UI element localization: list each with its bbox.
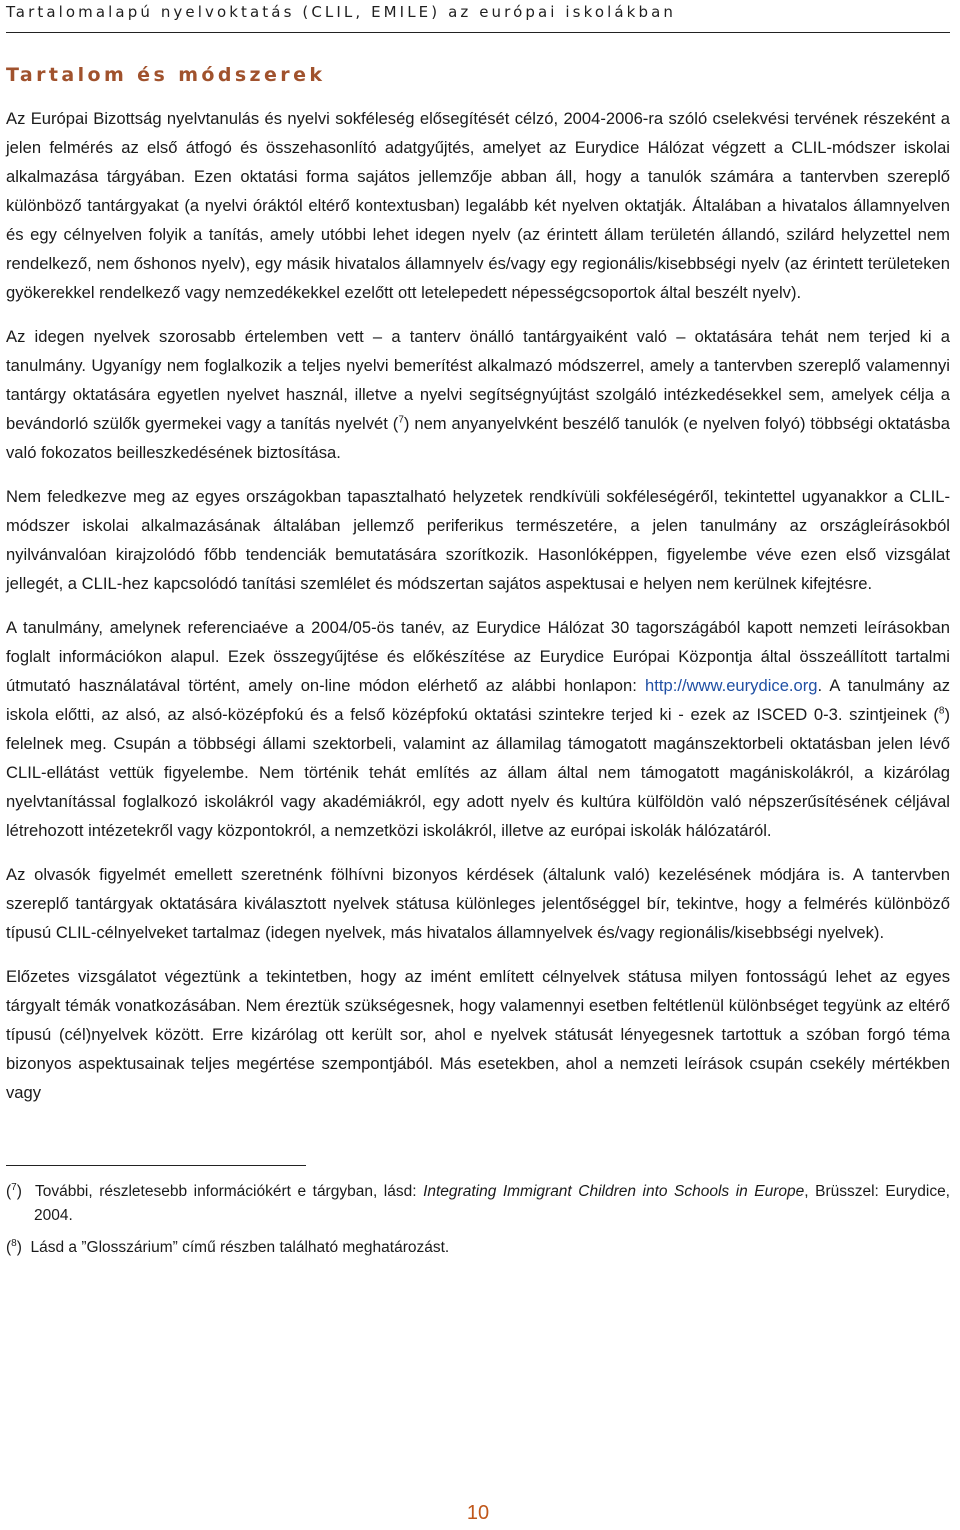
footnote-7-title: Integrating Immigrant Children into Schools in Europe (423, 1183, 805, 1200)
footnote-7-text-b: , Brüsszel: Eurydice, 2004. (34, 1183, 950, 1224)
footnote-ref-8[interactable]: 8 (938, 705, 945, 717)
footnote-7: ($^7$) További, részletesebb információkért e tárgyban, lásd: Integrating Immigrant Children into Schools in Europe, Brüsszel: Eurydice, 2004. (6, 1181, 950, 1224)
footnote-8: ($^8$) Lásd a ”Glosszárium” című részben található meghatározást. (6, 1237, 450, 1256)
paragraph-2-text-b: ) nem anyanyelvként beszélő tanulók (e nyelven folyó) többségi oktatásba való fokozatos beilleszkedésének biztosítása. (6, 414, 951, 462)
document-page (6, 0, 951, 1524)
paragraph-4-text-b: . A tanulmány az iskola előtti, az alsó, az alsó-középfokú és a felső középfokú oktatási szintekre terjed ki - ezek az ISCED 0-3. szintjeinek ( (6, 676, 951, 724)
paragraph-5: Az olvasók figyelmét emellett szeretnénk fölhívni bizonyos kérdések (általunk való) kezelésének módjára is. A tantervben szereplő tantárgyak oktatására kiválasztott nyelvek státusa különleges jelentőséggel bír, tekintve, hogy a felmérés különböző típusú CLIL-célnyelveket tartalmaz (idegen nyelvek, más hivatalos államnyelvek és/vagy regionális/kisebbségi nyelvek). (6, 865, 950, 942)
footnote-8-label: 8 (11, 1237, 17, 1249)
paragraph-4-text-a: A tanulmány, amelynek referenciaéve a 2004/05-ös tanév, az Eurydice Hálózat 30 tagországából kapott nemzeti leírásokban foglalt információkon alapul. Ezek összegyűjtése és előkészítése az Eurydice Európai Központja által összeállított tartalmi útmutató használatával történt, amely on-line módon elérhető az alábbi honlapon: (6, 618, 950, 695)
paragraph-1: Az Európai Bizottság nyelvtanulás és nyelvi sokféleség elősegítését célzó, 2004-2006-ra szóló cselekvési tervének részeként a jelen felmérés az első átfogó és összehasonlító adatgyűjtés, amelyet az Eurydice Hálózat végzett a CLIL-módszer iskolai alkalmazása tárgyában. Ezen oktatási forma sajátos jellemzője abban áll, hogy a tanulók számára a tantervben szereplő különböző tantárgyakat (a nyelvi óráktól eltérő kontextusban) legalább két nyelven oktatják. Általában a hivatalos államnyelven és egy célnyelven folyik a tanítás, amely utóbbi lehet idegen nyelv (az érintett állam területén állandó, szilárd helyzettel nem rendelkező, nem őshonos nyelv), egy másik hivatalos államnyelv és/vagy egy regionális/kisebbségi nyelv (az érintett területeken gyökerekkel rendelkező vagy nemzedékekkel ezelőtt ott letelepedett népességcsoportok által beszélt nyelv). (6, 109, 950, 302)
footnote-ref-7[interactable]: 7 (398, 414, 404, 426)
footnote-rule (6, 1165, 306, 1166)
running-header: Tartalomalapú nyelvoktatás (CLIL, EMILE) az európai iskolákban (6, 3, 676, 21)
page-number: 10 (466, 1502, 490, 1524)
paragraph-3: Nem feledkezve meg az egyes országokban tapasztalható helyzetek rendkívüli sokféleségéről, tekintettel ugyanakkor a CLIL-módszer iskolai alkalmazásának általában jellemző periferikus természetére, a jelen tanulmány az országleírásokból nyilvánvalóan kirajzolódó főbb tendenciák bemutatására szorítkozik. Hasonlóképpen, figyelembe véve ezen első vizsgálat jellegét, a CLIL-hez kapcsolódó tanítási szemlélet és módszertan sajátos aspektusai e helyen nem kerülnek kifejtésre. (6, 487, 950, 593)
paragraph-2-text-a: Az idegen nyelvek szorosabb értelemben vett – a tanterv önálló tantárgyaiként való – oktatására tehát nem terjed ki a tanulmány. Ugyanígy nem foglalkozik a teljes nyelvi bemerítést alkalmazó módszerrel, amely a tantervben szereplő valamennyi tantárgy oktatására egyetlen nyelvet használ, illetve a nyelvi segítségnyújtást szolgáló intézkedésekkel sem, amelyek célja a bevándorló szülők gyermekei vagy a tanítás nyelvét ( (6, 327, 950, 433)
header-rule (6, 32, 950, 33)
footnote-7-text-a: További, részletesebb információkért e tárgyban, lásd: (34, 1183, 424, 1200)
paragraph-4 (6, 613, 950, 845)
footnote-7-label: 7 (11, 1181, 17, 1193)
paragraph-4-text-c: ) felelnek meg. Csupán a többségi állami szektorbeli, valamint az államilag támogatott magánszektorbeli oktatásban jelen lévő CLIL-ellátást vettük figyelembe. Nem történik tehát említés az állam által nem támogatott magániskolákról, a kizárólag nyelvtanítással foglalkozó iskolákról vagy akadémiákról, egy adott nyelv és kultúra külföldön való népszerűsítésének céljával létrehozott intézetekről vagy központokról, a nemzetközi iskolákról, illetve az európai iskolák hálózatáról. (6, 705, 950, 840)
paragraph-2 (6, 322, 950, 467)
eurydice-link[interactable]: http://www.eurydice.org (645, 676, 818, 695)
footnote-8-text: Lásd a ”Glosszárium” című részben található meghatározást. (30, 1239, 450, 1256)
paragraph-6: Előzetes vizsgálatot végeztünk a tekintetben, hogy az imént említett célnyelvek státusa milyen fontosságú lehet az egyes tárgyalt témák vonatkozásában. Nem éreztük szükségesnek, hogy valamennyi esetben feltétlenül különbséget tegyünk az eltérő típusú (cél)nyelvek között. Erre kizárólag ott került sor, ahol e nyelvek státusát lényegesnek tartottuk a szóban forgó téma bizonyos aspektusainak teljes megértése szempontjából. Más esetekben, ahol a nemzeti leírások csupán csekély mértékben vagy (6, 967, 950, 1102)
section-title: Tartalom és módszerek (6, 64, 326, 86)
